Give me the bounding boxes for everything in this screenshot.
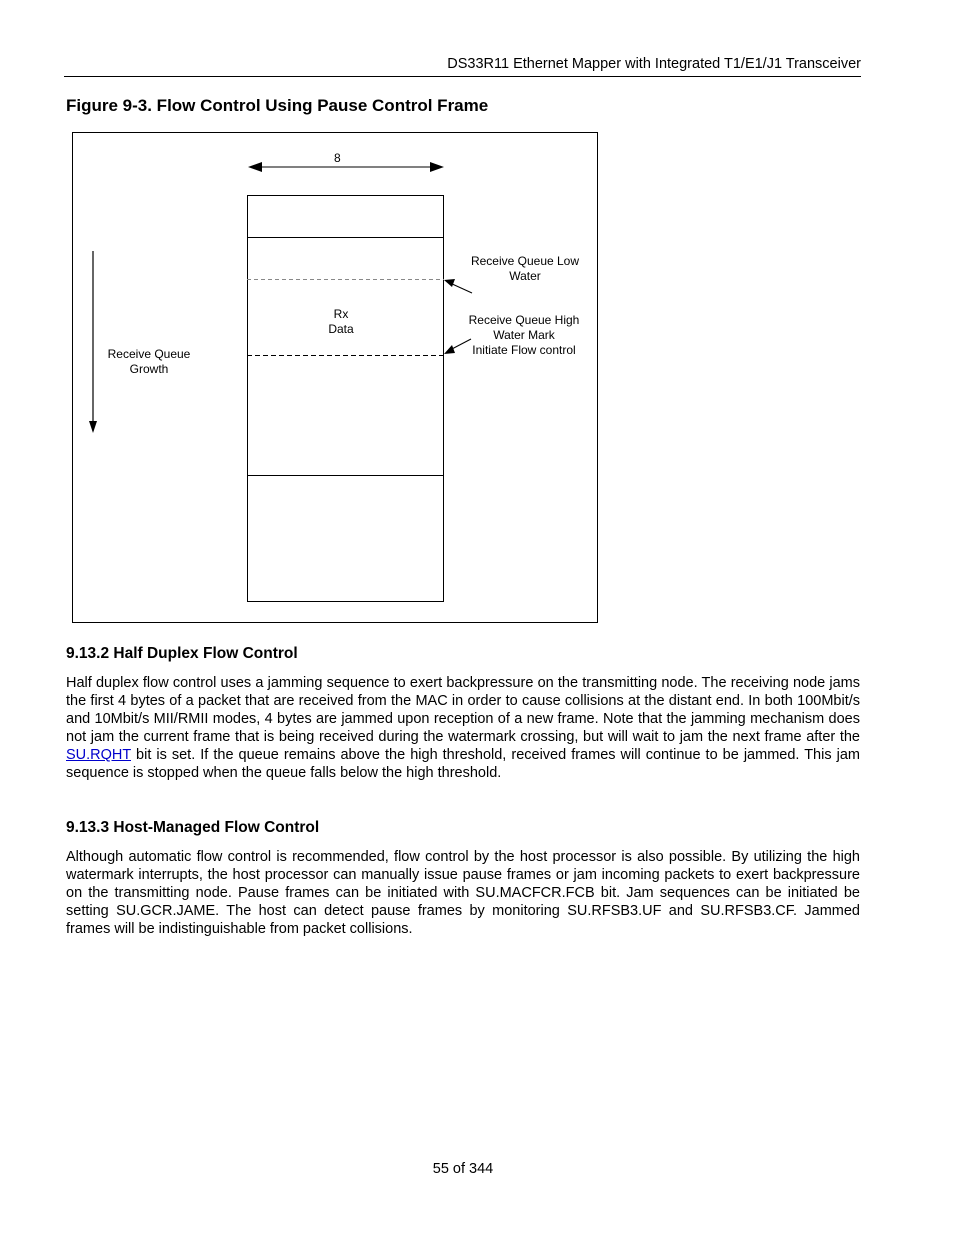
half-duplex-text-2: bit is set. If the queue remains above the high threshold, received frames will continue to be jammed. This jam sequence is stopped when the queue falls below the high threshold. — [66, 747, 860, 781]
section-heading-host-managed: 9.13.3 Host-Managed Flow Control — [66, 819, 320, 836]
growth-label-line-1: Receive Queue — [107, 347, 191, 361]
low-water-pointer — [450, 283, 472, 293]
half-duplex-text-1: Half duplex flow control uses a jamming sequence to exert backpressure on the transmitting node. The receiving node jams the first 4 bytes of a packet that are received from the MAC in order to cause collisions at the distant end. In both 100Mbit/s and 10Mbit/s MII/RMII modes, 4 bytes are jammed upon reception of a new frame. Note that the jamming mechanism does not jam the current frame that is being received during the watermark crossing, but will wait to jam the next frame after the — [66, 675, 860, 745]
su-rqht-link[interactable]: SU.RQHT — [66, 747, 131, 763]
figure-title: Figure 9-3. Flow Control Using Pause Control Frame — [66, 96, 489, 115]
width-arrow-right-head — [430, 162, 444, 172]
queue-growth-label — [99, 347, 199, 377]
rx-label-line-1: Rx — [333, 307, 349, 321]
low-water-line-2: Water — [509, 269, 541, 283]
low-water-pointer-head — [444, 279, 455, 287]
rx-data-label — [316, 307, 366, 337]
width-label: 8 — [334, 151, 341, 165]
high-water-line-3: Initiate Flow control — [472, 343, 576, 357]
section-heading-half-duplex: 9.13.2 Half Duplex Flow Control — [66, 645, 298, 662]
low-water-line-1: Receive Queue Low — [470, 254, 580, 268]
high-water-line-1: Receive Queue High — [468, 313, 580, 327]
figure-border — [73, 133, 598, 623]
half-duplex-paragraph — [66, 674, 860, 782]
width-arrow-left-head — [248, 162, 262, 172]
growth-label-line-2: Growth — [129, 362, 169, 376]
rx-label-line-2: Data — [328, 322, 354, 336]
queue-growth-arrow-head — [89, 421, 97, 433]
high-water-pointer-head — [444, 345, 455, 354]
figure-diagram — [72, 132, 598, 623]
page-number: 55 of 344 — [432, 1161, 494, 1177]
host-managed-paragraph: Although automatic flow control is recommended, flow control by the host processor is also possible. By utilizing the high watermark interrupts, the host processor can manually issue pause frames or jam incoming packets to exert backpressure on the transmitting node. Pause frames can be initiated with SU.MACFCR.FCB bit. Jam sequences can be initiated be setting SU.GCR.JAME. The host can detect pause frames by monitoring SU.RFSB3.UF and SU.RFSB3.CF. Jammed frames will be indistinguishable from packet collisions. — [66, 849, 860, 937]
high-water-label — [459, 313, 589, 358]
high-water-line-2: Water Mark — [493, 328, 555, 342]
flow-control-figure — [72, 132, 598, 623]
low-water-label — [460, 254, 590, 284]
receive-queue-box — [248, 196, 444, 602]
header-rule — [64, 76, 861, 77]
document-header-title: DS33R11 Ethernet Mapper with Integrated T1/E1/J1 Transceiver — [447, 56, 861, 72]
